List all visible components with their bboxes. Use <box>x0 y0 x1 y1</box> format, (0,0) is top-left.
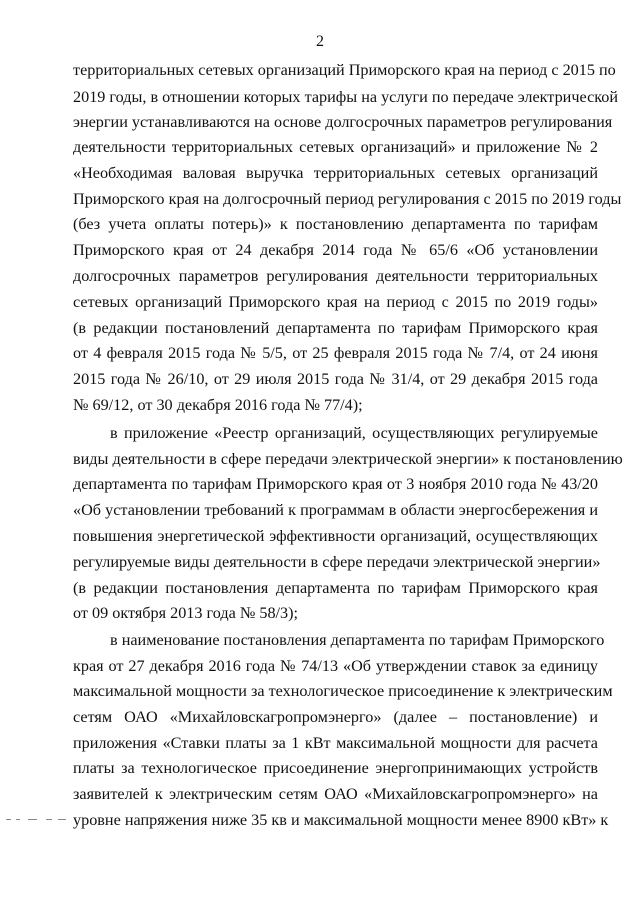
text-line: платы за технологическое присоединение энергопринимающих устройств <box>73 759 598 777</box>
text-line: заявителей к электрическим сетям ОАО «Михайловскагропромэнерго» на <box>73 785 598 803</box>
text-line: долгосрочных параметров регулирования деятельности территориальных <box>73 267 598 285</box>
text-line: Приморского края на долгосрочный период регулирования с 2015 по 2019 годы <box>73 190 622 208</box>
scan-artifact <box>6 817 68 823</box>
text-line: 2019 годы, в отношении которых тарифы на услуги по передаче электрической <box>73 88 619 106</box>
text-line: сетям ОАО «Михайловскагропромэнерго» (далее – постановление) и <box>73 708 598 726</box>
text-line: сетевых организаций Приморского края на период с 2015 по 2019 годы» <box>73 293 598 311</box>
text-line: (без учета оплаты потерь)» к постановлению департамента по тарифам <box>73 215 598 233</box>
text-line: от 4 февраля 2015 года № 5/5, от 25 февраля 2015 года № 7/4, от 24 июня <box>73 344 598 362</box>
text-line: края от 27 декабря 2016 года № 74/13 «Об утверждении ставок за единицу <box>73 657 598 675</box>
text-line: «Об установлении требований к программам в области энергосбережения и <box>73 501 598 519</box>
text-line: уровне напряжения ниже 35 кв и максимальной мощности менее 8900 кВт» к <box>73 811 609 829</box>
text-line: 2015 года № 26/10, от 29 июля 2015 года № 31/4, от 29 декабря 2015 года <box>73 370 598 388</box>
text-line: Приморского края от 24 декабря 2014 года № 65/6 «Об установлении <box>73 241 598 259</box>
page-number: 2 <box>316 33 324 50</box>
text-line: «Необходимая валовая выручка территориальных сетевых организаций <box>73 164 598 182</box>
text-line: (в редакции постановления департамента по тарифам Приморского края <box>73 579 598 597</box>
text-line: в приложение «Реестр организаций, осуществляющих регулируемые <box>110 424 598 442</box>
text-line: в наименование постановления департамента по тарифам Приморского <box>110 631 605 649</box>
text-line: департамента по тарифам Приморского края от 3 ноября 2010 года № 43/20 <box>73 475 598 493</box>
text-line: приложения «Ставки платы за 1 кВт максимальной мощности для расчета <box>73 734 598 752</box>
text-line: виды деятельности в сфере передачи электрической энергии» к постановлению <box>73 450 623 468</box>
text-line: территориальных сетевых организаций Приморского края на период с 2015 по <box>73 61 616 79</box>
text-line: регулируемые виды деятельности в сфере передачи электрической энергии» <box>73 553 601 571</box>
text-line: деятельности территориальных сетевых организаций» и приложение № 2 <box>73 138 598 156</box>
text-line: максимальной мощности за технологическое присоединение к электрическим <box>73 682 613 700</box>
text-line: энергии устанавливаются на основе долгосрочных параметров регулирования <box>73 113 613 131</box>
text-line: № 69/12, от 30 декабря 2016 года № 77/4); <box>73 396 363 414</box>
text-line: от 09 октября 2013 года № 58/3); <box>73 604 299 622</box>
text-line: (в редакции постановлений департамента по тарифам Приморского края <box>73 319 598 337</box>
text-line: повышения энергетической эффективности организаций, осуществляющих <box>73 527 598 545</box>
